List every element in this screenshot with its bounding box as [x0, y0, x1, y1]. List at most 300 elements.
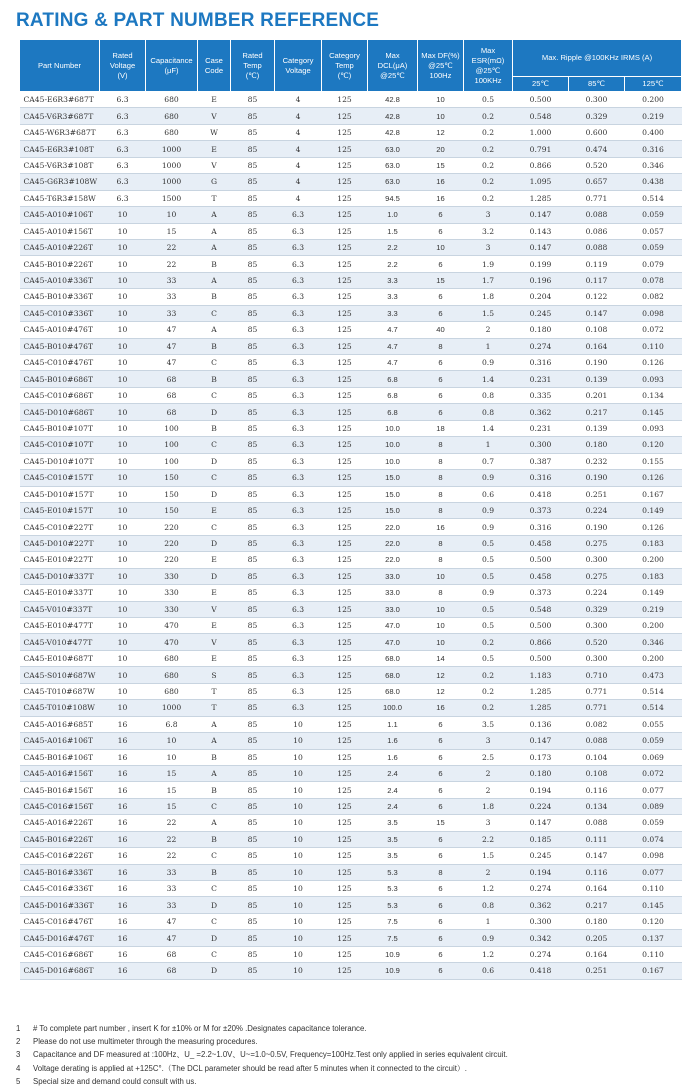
table-row: [20, 486, 682, 502]
cell-part-number: CA45-A016#156T: [20, 765, 100, 781]
header-ripple-25: 25℃: [513, 77, 569, 92]
cell-rated-voltage: 16: [100, 716, 146, 732]
cell-ripple-85: 0.300: [569, 650, 625, 666]
table-row: [20, 815, 682, 831]
cell-rated-voltage: 10: [100, 519, 146, 535]
cell-rated-voltage: 16: [100, 897, 146, 913]
cell-ripple-85: 0.329: [569, 601, 625, 617]
cell-case-code: T: [198, 683, 231, 699]
cell-part-number: CA45-V6R3#108T: [20, 157, 100, 173]
cell-ripple-125: 0.093: [625, 420, 682, 436]
cell-ripple-125: 0.514: [625, 683, 682, 699]
cell-max-dcl: 7.5: [368, 913, 418, 929]
cell-rated-temp: 85: [231, 108, 275, 124]
cell-category-voltage: 6.3: [275, 470, 322, 486]
cell-ripple-85: 0.117: [569, 272, 625, 288]
table-row: [20, 798, 682, 814]
cell-rated-voltage: 10: [100, 338, 146, 354]
cell-part-number: CA45-B010#226T: [20, 256, 100, 272]
cell-category-temp: 125: [322, 897, 368, 913]
cell-case-code: B: [198, 782, 231, 798]
cell-max-df: 18: [418, 420, 464, 436]
cell-category-temp: 125: [322, 946, 368, 962]
cell-capacitance: 1000: [146, 157, 198, 173]
cell-ripple-125: 0.200: [625, 650, 682, 666]
cell-rated-voltage: 6.3: [100, 92, 146, 108]
note-item: [16, 1062, 686, 1075]
note-number: 1: [16, 1024, 21, 1033]
table-row: [20, 239, 682, 255]
cell-ripple-25: 0.387: [513, 453, 569, 469]
cell-ripple-125: 0.098: [625, 848, 682, 864]
cell-rated-voltage: 10: [100, 650, 146, 666]
cell-ripple-25: 0.180: [513, 322, 569, 338]
cell-ripple-85: 0.116: [569, 782, 625, 798]
cell-max-df: 6: [418, 749, 464, 765]
cell-category-temp: 125: [322, 157, 368, 173]
cell-capacitance: 22: [146, 848, 198, 864]
cell-case-code: T: [198, 700, 231, 716]
cell-category-voltage: 10: [275, 716, 322, 732]
cell-max-esr: 0.9: [464, 519, 513, 535]
note-number: 3: [16, 1050, 21, 1060]
cell-case-code: A: [198, 223, 231, 239]
cell-ripple-85: 0.147: [569, 848, 625, 864]
cell-rated-voltage: 10: [100, 305, 146, 321]
cell-max-dcl: 47.0: [368, 618, 418, 634]
cell-part-number: CA45-C016#686T: [20, 946, 100, 962]
cell-max-df: 6: [418, 256, 464, 272]
cell-rated-voltage: 10: [100, 322, 146, 338]
cell-rated-voltage: 10: [100, 667, 146, 683]
cell-part-number: CA45-C010#227T: [20, 519, 100, 535]
cell-max-df: 15: [418, 272, 464, 288]
cell-ripple-25: 0.316: [513, 355, 569, 371]
cell-rated-temp: 85: [231, 798, 275, 814]
cell-ripple-85: 0.088: [569, 733, 625, 749]
table-row: [20, 552, 682, 568]
cell-max-dcl: 1.0: [368, 207, 418, 223]
cell-ripple-85: 0.657: [569, 174, 625, 190]
cell-category-temp: 125: [322, 749, 368, 765]
cell-category-voltage: 10: [275, 782, 322, 798]
cell-case-code: D: [198, 535, 231, 551]
cell-category-voltage: 4: [275, 141, 322, 157]
cell-rated-temp: 85: [231, 174, 275, 190]
cell-category-voltage: 10: [275, 864, 322, 880]
cell-capacitance: 15: [146, 782, 198, 798]
cell-category-temp: 125: [322, 124, 368, 140]
cell-rated-temp: 85: [231, 568, 275, 584]
cell-max-dcl: 5.3: [368, 864, 418, 880]
cell-max-df: 15: [418, 815, 464, 831]
cell-max-df: 12: [418, 667, 464, 683]
cell-ripple-25: 0.458: [513, 535, 569, 551]
cell-ripple-125: 0.055: [625, 716, 682, 732]
table-row: [20, 650, 682, 666]
cell-max-df: 6: [418, 930, 464, 946]
cell-ripple-125: 0.219: [625, 108, 682, 124]
cell-rated-voltage: 10: [100, 289, 146, 305]
cell-rated-temp: 85: [231, 683, 275, 699]
cell-max-dcl: 100.0: [368, 700, 418, 716]
cell-max-dcl: 3.3: [368, 305, 418, 321]
cell-ripple-85: 0.180: [569, 437, 625, 453]
cell-part-number: CA45-D016#336T: [20, 897, 100, 913]
cell-case-code: B: [198, 420, 231, 436]
cell-category-temp: 125: [322, 519, 368, 535]
cell-max-df: 6: [418, 765, 464, 781]
cell-part-number: CA45-A010#156T: [20, 223, 100, 239]
cell-case-code: E: [198, 502, 231, 518]
cell-ripple-25: 0.185: [513, 831, 569, 847]
cell-ripple-25: 0.147: [513, 239, 569, 255]
cell-ripple-85: 0.088: [569, 815, 625, 831]
cell-rated-temp: 85: [231, 585, 275, 601]
cell-capacitance: 680: [146, 92, 198, 108]
cell-rated-voltage: 10: [100, 634, 146, 650]
cell-rated-temp: 85: [231, 124, 275, 140]
cell-ripple-85: 0.082: [569, 716, 625, 732]
table-row: [20, 437, 682, 453]
cell-max-dcl: 63.0: [368, 141, 418, 157]
cell-rated-temp: 85: [231, 141, 275, 157]
cell-ripple-125: 0.057: [625, 223, 682, 239]
cell-category-voltage: 10: [275, 798, 322, 814]
cell-part-number: CA45-A010#336T: [20, 272, 100, 288]
cell-category-temp: 125: [322, 765, 368, 781]
cell-ripple-85: 0.119: [569, 256, 625, 272]
cell-max-df: 8: [418, 453, 464, 469]
note-item: [16, 1035, 686, 1048]
table-row: [20, 305, 682, 321]
cell-ripple-25: 0.274: [513, 338, 569, 354]
cell-ripple-25: 0.245: [513, 305, 569, 321]
cell-rated-temp: 85: [231, 239, 275, 255]
table-row: [20, 420, 682, 436]
cell-max-df: 16: [418, 190, 464, 206]
cell-max-esr: 0.2: [464, 124, 513, 140]
cell-max-dcl: 22.0: [368, 535, 418, 551]
cell-ripple-125: 0.089: [625, 798, 682, 814]
cell-category-voltage: 10: [275, 733, 322, 749]
cell-ripple-85: 0.224: [569, 502, 625, 518]
cell-category-temp: 125: [322, 141, 368, 157]
cell-max-df: 15: [418, 157, 464, 173]
cell-category-temp: 125: [322, 223, 368, 239]
cell-category-voltage: 6.3: [275, 256, 322, 272]
cell-category-voltage: 6.3: [275, 618, 322, 634]
cell-rated-voltage: 10: [100, 601, 146, 617]
cell-capacitance: 100: [146, 420, 198, 436]
cell-max-esr: 0.2: [464, 141, 513, 157]
cell-max-df: 6: [418, 387, 464, 403]
cell-rated-temp: 85: [231, 190, 275, 206]
cell-part-number: CA45-A010#226T: [20, 239, 100, 255]
cell-rated-temp: 85: [231, 502, 275, 518]
cell-ripple-25: 1.285: [513, 683, 569, 699]
cell-ripple-85: 0.217: [569, 897, 625, 913]
cell-ripple-85: 0.217: [569, 404, 625, 420]
cell-case-code: B: [198, 289, 231, 305]
note-text: # To complete part number , insert K for ±10% or M for ±20% .Designates capacitance tolerance.: [33, 1024, 367, 1033]
cell-case-code: B: [198, 864, 231, 880]
cell-ripple-85: 0.205: [569, 930, 625, 946]
cell-category-temp: 125: [322, 683, 368, 699]
cell-ripple-85: 0.190: [569, 355, 625, 371]
cell-rated-temp: 85: [231, 913, 275, 929]
cell-max-esr: 0.5: [464, 535, 513, 551]
cell-category-voltage: 6.3: [275, 634, 322, 650]
cell-max-dcl: 15.0: [368, 486, 418, 502]
table-row: [20, 667, 682, 683]
cell-category-voltage: 4: [275, 124, 322, 140]
cell-case-code: A: [198, 322, 231, 338]
cell-ripple-125: 0.149: [625, 585, 682, 601]
cell-max-esr: 0.9: [464, 355, 513, 371]
header-ripple-125: 125℃: [625, 77, 682, 92]
cell-max-dcl: 33.0: [368, 601, 418, 617]
cell-capacitance: 22: [146, 815, 198, 831]
cell-part-number: CA45-B010#107T: [20, 420, 100, 436]
cell-max-dcl: 3.5: [368, 815, 418, 831]
cell-ripple-125: 0.514: [625, 190, 682, 206]
cell-max-esr: 0.2: [464, 700, 513, 716]
cell-max-esr: 0.6: [464, 486, 513, 502]
cell-rated-temp: 85: [231, 486, 275, 502]
table-row: [20, 92, 682, 108]
cell-ripple-85: 0.520: [569, 634, 625, 650]
cell-category-voltage: 6.3: [275, 272, 322, 288]
cell-case-code: A: [198, 716, 231, 732]
cell-max-df: 6: [418, 831, 464, 847]
table-row: [20, 470, 682, 486]
cell-rated-temp: 85: [231, 92, 275, 108]
cell-max-esr: 0.6: [464, 963, 513, 979]
cell-rated-temp: 85: [231, 371, 275, 387]
cell-case-code: D: [198, 486, 231, 502]
cell-category-temp: 125: [322, 256, 368, 272]
cell-capacitance: 33: [146, 305, 198, 321]
cell-rated-temp: 85: [231, 733, 275, 749]
cell-max-dcl: 42.8: [368, 124, 418, 140]
note-text: Please do not use multimeter through the measuring procedures.: [33, 1037, 258, 1047]
cell-capacitance: 47: [146, 338, 198, 354]
cell-capacitance: 10: [146, 207, 198, 223]
cell-capacitance: 680: [146, 667, 198, 683]
cell-max-df: 6: [418, 207, 464, 223]
cell-capacitance: 22: [146, 239, 198, 255]
cell-ripple-125: 0.200: [625, 92, 682, 108]
cell-rated-temp: 85: [231, 552, 275, 568]
cell-max-esr: 0.2: [464, 634, 513, 650]
cell-capacitance: 68: [146, 963, 198, 979]
cell-rated-temp: 85: [231, 848, 275, 864]
cell-ripple-85: 0.771: [569, 683, 625, 699]
cell-category-voltage: 6.3: [275, 371, 322, 387]
cell-rated-temp: 85: [231, 716, 275, 732]
cell-ripple-125: 0.059: [625, 733, 682, 749]
cell-category-temp: 125: [322, 420, 368, 436]
cell-case-code: C: [198, 470, 231, 486]
cell-case-code: A: [198, 815, 231, 831]
cell-capacitance: 150: [146, 470, 198, 486]
cell-max-dcl: 42.8: [368, 108, 418, 124]
cell-case-code: V: [198, 634, 231, 650]
cell-capacitance: 1500: [146, 190, 198, 206]
cell-ripple-85: 0.201: [569, 387, 625, 403]
cell-part-number: CA45-E6R3#687T: [20, 92, 100, 108]
cell-ripple-125: 0.137: [625, 930, 682, 946]
note-item: [16, 1075, 686, 1088]
cell-category-temp: 125: [322, 239, 368, 255]
cell-ripple-25: 0.274: [513, 881, 569, 897]
cell-capacitance: 150: [146, 486, 198, 502]
cell-max-esr: 0.5: [464, 552, 513, 568]
cell-ripple-25: 0.500: [513, 552, 569, 568]
cell-rated-temp: 85: [231, 946, 275, 962]
cell-max-dcl: 68.0: [368, 683, 418, 699]
cell-category-voltage: 10: [275, 963, 322, 979]
cell-max-dcl: 10.9: [368, 963, 418, 979]
cell-category-voltage: 6.3: [275, 322, 322, 338]
cell-category-voltage: 6.3: [275, 305, 322, 321]
cell-max-df: 10: [418, 618, 464, 634]
cell-category-temp: 125: [322, 700, 368, 716]
cell-ripple-85: 0.104: [569, 749, 625, 765]
cell-case-code: A: [198, 765, 231, 781]
cell-capacitance: 47: [146, 322, 198, 338]
cell-ripple-85: 0.139: [569, 371, 625, 387]
cell-ripple-85: 0.520: [569, 157, 625, 173]
cell-max-dcl: 7.5: [368, 930, 418, 946]
cell-max-dcl: 5.3: [368, 881, 418, 897]
cell-ripple-125: 0.400: [625, 124, 682, 140]
cell-max-df: 8: [418, 338, 464, 354]
cell-ripple-125: 0.316: [625, 141, 682, 157]
cell-rated-temp: 85: [231, 437, 275, 453]
cell-max-esr: 1.7: [464, 272, 513, 288]
cell-capacitance: 33: [146, 897, 198, 913]
cell-max-df: 6: [418, 223, 464, 239]
cell-case-code: A: [198, 207, 231, 223]
cell-ripple-25: 1.285: [513, 700, 569, 716]
cell-max-esr: 0.2: [464, 174, 513, 190]
cell-ripple-85: 0.122: [569, 289, 625, 305]
cell-ripple-125: 0.346: [625, 634, 682, 650]
cell-ripple-25: 0.458: [513, 568, 569, 584]
cell-rated-temp: 85: [231, 404, 275, 420]
cell-part-number: CA45-C010#686T: [20, 387, 100, 403]
cell-ripple-85: 0.275: [569, 568, 625, 584]
cell-max-df: 6: [418, 355, 464, 371]
cell-category-temp: 125: [322, 913, 368, 929]
cell-ripple-125: 0.145: [625, 897, 682, 913]
cell-max-df: 16: [418, 174, 464, 190]
table-row: [20, 272, 682, 288]
rating-table: [19, 39, 682, 980]
cell-max-dcl: 3.5: [368, 831, 418, 847]
header-max-esr: Max ESR(mΩ) @25℃ 100KHz: [464, 40, 513, 92]
cell-capacitance: 22: [146, 831, 198, 847]
cell-part-number: CA45-A016#106T: [20, 733, 100, 749]
cell-ripple-85: 0.108: [569, 765, 625, 781]
table-row: [20, 256, 682, 272]
cell-category-temp: 125: [322, 437, 368, 453]
cell-ripple-25: 0.866: [513, 634, 569, 650]
cell-capacitance: 33: [146, 864, 198, 880]
cell-category-temp: 125: [322, 650, 368, 666]
cell-capacitance: 680: [146, 124, 198, 140]
cell-category-voltage: 10: [275, 765, 322, 781]
cell-category-voltage: 6.3: [275, 700, 322, 716]
cell-ripple-25: 0.791: [513, 141, 569, 157]
cell-ripple-125: 0.514: [625, 700, 682, 716]
cell-part-number: CA45-E010#337T: [20, 585, 100, 601]
table-row: [20, 108, 682, 124]
cell-ripple-85: 0.275: [569, 535, 625, 551]
cell-category-voltage: 10: [275, 749, 322, 765]
cell-category-temp: 125: [322, 387, 368, 403]
table-row: [20, 338, 682, 354]
cell-max-df: 8: [418, 486, 464, 502]
cell-category-voltage: 6.3: [275, 650, 322, 666]
cell-capacitance: 33: [146, 289, 198, 305]
cell-ripple-85: 0.147: [569, 305, 625, 321]
table-row: [20, 141, 682, 157]
cell-category-voltage: 6.3: [275, 502, 322, 518]
cell-max-df: 8: [418, 502, 464, 518]
cell-category-temp: 125: [322, 470, 368, 486]
notes: [16, 1022, 686, 1088]
cell-category-voltage: 6.3: [275, 585, 322, 601]
header-category-temp: Category Temp (℃): [322, 40, 368, 92]
cell-category-temp: 125: [322, 618, 368, 634]
cell-rated-voltage: 16: [100, 749, 146, 765]
cell-max-df: 6: [418, 404, 464, 420]
cell-case-code: D: [198, 404, 231, 420]
cell-case-code: D: [198, 897, 231, 913]
cell-category-temp: 125: [322, 930, 368, 946]
cell-category-temp: 125: [322, 831, 368, 847]
cell-category-voltage: 6.3: [275, 338, 322, 354]
cell-part-number: CA45-B016#106T: [20, 749, 100, 765]
cell-capacitance: 68: [146, 387, 198, 403]
cell-rated-temp: 85: [231, 453, 275, 469]
cell-ripple-25: 0.147: [513, 815, 569, 831]
cell-max-df: 10: [418, 568, 464, 584]
cell-category-temp: 125: [322, 815, 368, 831]
cell-category-temp: 125: [322, 535, 368, 551]
note-text: Capacitance and DF measured at :100Hz、U_ =2.2~1.0V、U~=1.0~0.5V, Frequency=100Hz.Test only applied in series equivalent circuit.: [33, 1050, 508, 1060]
cell-rated-temp: 85: [231, 470, 275, 486]
cell-ripple-125: 0.346: [625, 157, 682, 173]
cell-rated-voltage: 16: [100, 831, 146, 847]
cell-max-df: 6: [418, 371, 464, 387]
table-row: [20, 831, 682, 847]
cell-part-number: CA45-E010#227T: [20, 552, 100, 568]
cell-max-df: 14: [418, 650, 464, 666]
cell-ripple-25: 0.335: [513, 387, 569, 403]
cell-rated-temp: 85: [231, 782, 275, 798]
table-row: [20, 716, 682, 732]
cell-rated-voltage: 16: [100, 913, 146, 929]
cell-category-temp: 125: [322, 174, 368, 190]
cell-max-dcl: 4.7: [368, 338, 418, 354]
cell-ripple-25: 0.373: [513, 502, 569, 518]
table-body: [20, 92, 682, 980]
note-item: [16, 1048, 686, 1061]
